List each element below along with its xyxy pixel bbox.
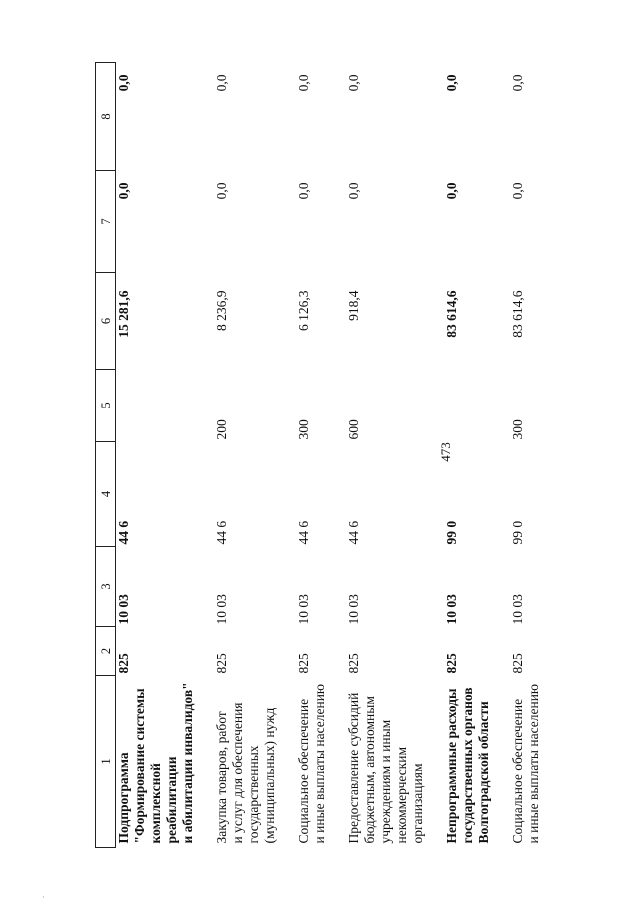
section-code: 10 03 <box>444 594 459 625</box>
amount-year-2: 0,0 <box>214 182 229 200</box>
target-article-code: 99 0 <box>510 520 525 545</box>
header-col-1: 1 <box>96 676 116 848</box>
row-name-line: бюджетным, автономным <box>362 696 377 844</box>
header-col-2: 2 <box>96 627 116 676</box>
row-name <box>492 676 542 848</box>
expense-type-code <box>426 370 492 442</box>
row-name <box>116 676 197 848</box>
row-name-line: и услуг для обеспечения <box>230 702 245 844</box>
row-name <box>196 676 278 848</box>
row-name-line: (муниципальных) нужд <box>262 707 277 844</box>
ministry-code: 825 <box>116 653 131 674</box>
row-name <box>328 676 426 848</box>
table-body <box>116 63 543 848</box>
amount-year-2: 0,0 <box>444 182 459 200</box>
amount-year-2: 0,0 <box>116 182 131 200</box>
amount-year-1: 918,4 <box>346 290 361 321</box>
amount-year-3: 0,0 <box>214 74 229 92</box>
header-col-4: 4 <box>96 442 116 547</box>
amount-year-2: 0,0 <box>510 182 525 200</box>
row-name-line: Социальное обеспечение <box>296 698 311 844</box>
row-name-line: "Формирование системы <box>132 688 147 844</box>
row-name-line: Предоставление субсидий <box>346 692 361 844</box>
target-article-code: 44 6 <box>116 520 131 545</box>
row-name-line: некоммерческим <box>394 746 409 844</box>
page-number: 473 <box>438 442 453 462</box>
section-code: 10 03 <box>510 594 525 625</box>
row-name-line: реабилитации <box>164 756 179 844</box>
header-col-8: 8 <box>96 63 116 171</box>
row-name-line: государственных органов <box>460 687 475 844</box>
section-code: 10 03 <box>346 594 361 625</box>
row-name <box>278 676 328 848</box>
amount-year-1: 83 614,6 <box>510 290 525 338</box>
row-name-line: Социальное обеспечение <box>510 698 525 844</box>
budget-table <box>95 62 542 848</box>
amount-year-3: 0,0 <box>116 74 131 92</box>
expense-type-code: 300 <box>296 419 311 440</box>
table-row <box>196 63 278 848</box>
table-row <box>328 63 426 848</box>
row-name-line: учреждениям и иным <box>378 719 393 844</box>
target-article-code: 44 6 <box>214 520 229 545</box>
target-article-code: 99 0 <box>444 520 459 545</box>
amount-year-3: 0,0 <box>296 74 311 92</box>
ministry-code: 825 <box>214 653 229 674</box>
row-name-line: Подпрограмма <box>116 752 131 844</box>
expense-type-code: 200 <box>214 419 229 440</box>
edge-mark: · <box>42 892 45 902</box>
row-name-line: государственных <box>246 745 261 844</box>
table-row <box>116 63 197 848</box>
amount-year-3: 0,0 <box>346 74 361 92</box>
header-col-3: 3 <box>96 547 116 627</box>
row-name-line: Непрограммные расходы <box>444 688 459 844</box>
row-name-line: и иные выплаты населению <box>526 683 541 844</box>
header-col-5: 5 <box>96 370 116 442</box>
header-col-7: 7 <box>96 171 116 273</box>
section-code: 10 03 <box>116 594 131 625</box>
expense-type-code: 600 <box>346 419 361 440</box>
ministry-code: 825 <box>510 653 525 674</box>
row-name-line: Закупка товаров, работ <box>214 711 229 844</box>
amount-year-1: 15 281,6 <box>116 290 131 338</box>
expense-type-code: 300 <box>510 419 525 440</box>
row-name-line: Волгоградской области <box>476 701 491 844</box>
amount-year-3: 0,0 <box>444 74 459 92</box>
section-code: 10 03 <box>214 594 229 625</box>
rotated-table-container <box>95 63 560 848</box>
row-name <box>426 676 492 848</box>
target-article-code: 44 6 <box>346 520 361 545</box>
amount-year-3: 0,0 <box>510 74 525 92</box>
row-name-line: и абилитации инвалидов" <box>180 682 195 844</box>
amount-year-1: 83 614,6 <box>444 290 459 338</box>
ministry-code: 825 <box>296 653 311 674</box>
expense-type-code <box>116 370 197 442</box>
row-name-line: и иные выплаты населению <box>312 683 327 844</box>
row-name-line: организациям <box>410 763 425 844</box>
table-row <box>492 63 542 848</box>
ministry-code: 825 <box>346 653 361 674</box>
amount-year-2: 0,0 <box>346 182 361 200</box>
row-name-line: комплексной <box>148 763 163 844</box>
header-col-6: 6 <box>96 273 116 370</box>
section-code: 10 03 <box>296 594 311 625</box>
amount-year-1: 8 236,9 <box>214 290 229 331</box>
table-row <box>426 63 492 848</box>
table-row <box>278 63 328 848</box>
ministry-code: 825 <box>444 653 459 674</box>
amount-year-2: 0,0 <box>296 182 311 200</box>
target-article-code: 44 6 <box>296 520 311 545</box>
amount-year-1: 6 126,3 <box>296 290 311 331</box>
header-row <box>96 63 116 848</box>
